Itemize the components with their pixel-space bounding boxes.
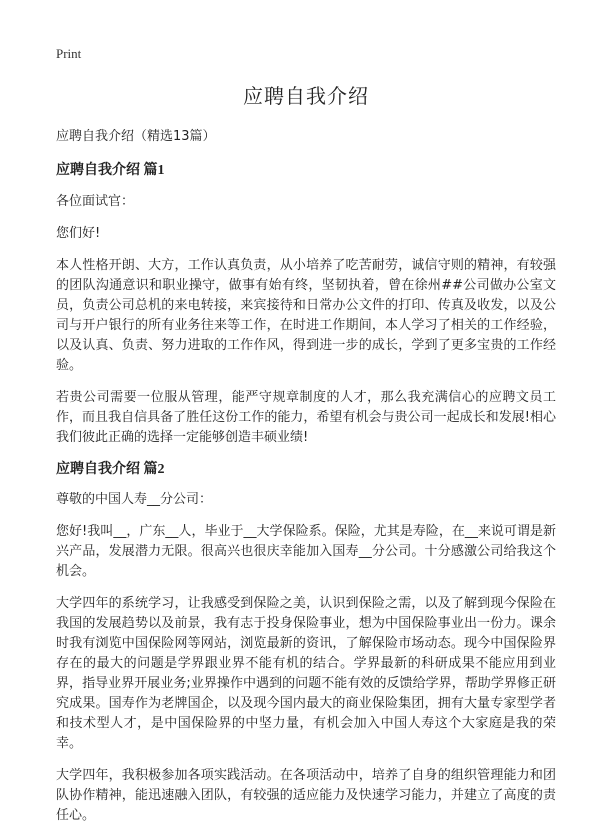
body-paragraph: 若贵公司需要一位服从管理，能严守规章制度的人才，那么我充满信心的应聘文员工作，而且我自信具备了胜任这份工作的能力，希望有机会与贵公司一起成长和发展!相心我们彼此正确的选择一定能够创造丰硕业绩! xyxy=(56,389,556,445)
body-paragraph: 本人性格开朗、大方，工作认真负责，从小培养了吃苦耐劳，诚信守则的精神，有较强的团队沟通意识和职业操守，做事有始有终，坚韧执着，曾在徐州##公司做办公室文员，负责公司总机的来电转接，来宾接待和日常办公文件的打印、传真及收发，以及公司与开户银行的所有业务往来等工作，在时进工作期间，本人学习了相关的工作经验，以及认真、负责、努力进取的工作作风，得到进一步的成长，学到了更多宝贵的工作经验。 xyxy=(56,257,556,373)
document-subtitle: 应聘自我介绍（精选13篇） xyxy=(56,129,216,144)
salutation: 尊敬的中国人寿__分公司： xyxy=(56,492,213,508)
page-title: 应聘自我介绍 xyxy=(243,84,369,108)
body-paragraph: 您好!我叫__，广东__人，毕业于__大学保险系。保险，尤其是寿险，在__来说可谓是新兴产品，发展潜力无限。很高兴也很庆幸能加入国寿__分公司。十分感激公司给我这个机会。 xyxy=(56,524,556,580)
greeting: 您们好! xyxy=(56,225,101,241)
section-heading: 应聘自我介绍 篇1 xyxy=(56,163,165,179)
body-paragraph: 大学四年，我积极参加各项实践活动。在各项活动中，培养了自身的组织管理能力和团队协作精神，能迅速融入团队，有较强的适应能力及快速学习能力，并建立了高度的责任心。 xyxy=(56,768,556,824)
body-paragraph: 大学四年的系统学习，让我感受到保险之美，认识到保险之需，以及了解到现今保险在我国的发展趋势以及前景，我有志于投身保险事业，想为中国保险事业出一份力。课余时我有浏览中国保险网等网站，浏览最新的资讯，了解保险市场动态。现今中国保险界存在的最大的问题是学界跟业界不能有机的结合。学界最新的科研成果不能应用到业界，指导业界开展业务;业界操作中遇到的问题不能有效的反馈给学界，帮助学界修正研究成果。国寿作为老牌国企，以及现今国内最大的商业保险集团，拥有大量专家型学者和技术型人才，是中国保险界的中坚力量，有机会加入中国人寿这个大家庭是我的荣幸。 xyxy=(56,596,556,752)
document-page xyxy=(56,76,556,838)
salutation: 各位面试官： xyxy=(56,193,135,209)
section-1 xyxy=(56,161,556,448)
section-2 xyxy=(56,460,556,827)
print-link[interactable]: Print xyxy=(56,46,82,61)
section-heading: 应聘自我介绍 篇2 xyxy=(56,461,165,477)
